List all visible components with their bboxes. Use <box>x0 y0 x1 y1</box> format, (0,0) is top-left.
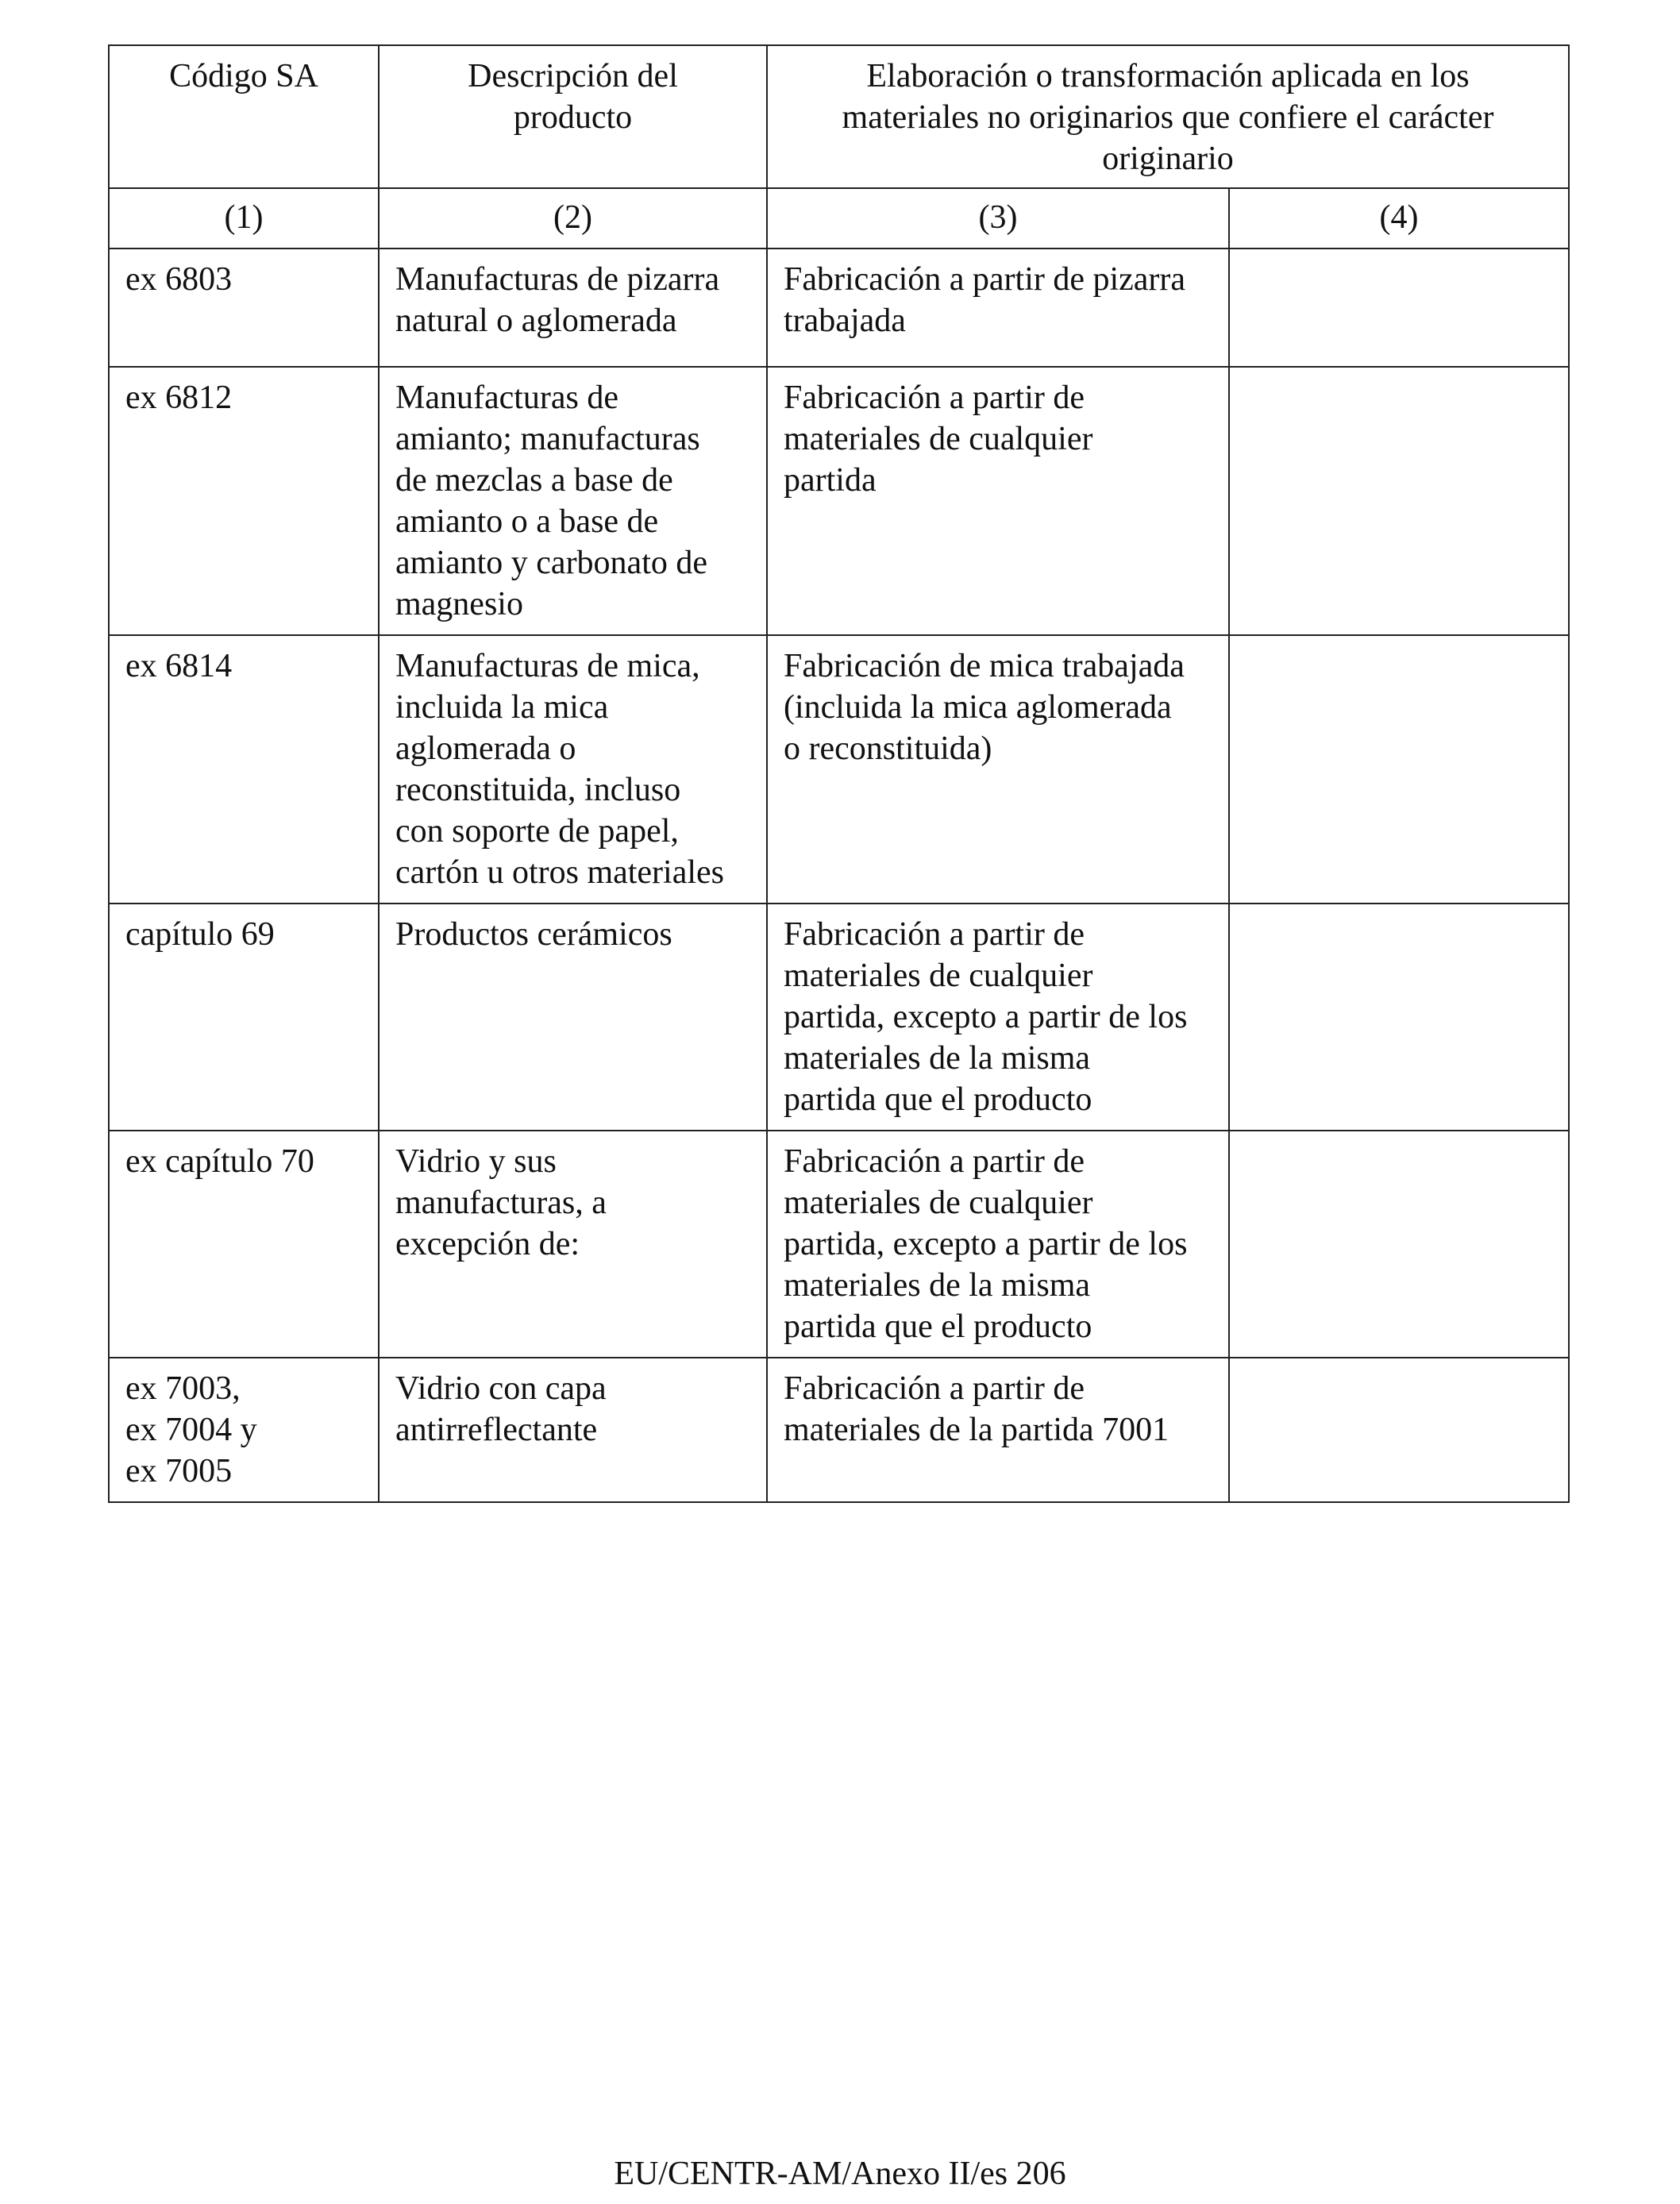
alt-cell <box>1229 904 1569 1131</box>
table-row <box>109 367 1569 635</box>
header-code-cell <box>109 45 379 188</box>
header-description-cell <box>379 45 767 188</box>
alt-cell <box>1229 1131 1569 1358</box>
column-number-2: (2) <box>379 188 767 249</box>
column-number-4: (4) <box>1229 188 1569 249</box>
code-cell <box>109 904 379 1131</box>
description-text: Vidrio y sus manufacturas, a excepción de: <box>395 1143 607 1262</box>
table-row <box>109 1358 1569 1502</box>
product-rules-table <box>108 44 1570 1503</box>
code-cell <box>109 1358 379 1502</box>
processing-cell <box>767 367 1229 635</box>
table-row <box>109 249 1569 367</box>
description-text: Vidrio con capa antirreflectante <box>395 1370 607 1448</box>
column-number-1: (1) <box>109 188 379 249</box>
code-cell <box>109 635 379 904</box>
page-footer-reference: EU/CENTR-AM/Anexo II/es 206 <box>614 2156 1066 2192</box>
description-cell <box>379 904 767 1131</box>
description-text: Manufacturas de amianto; manufacturas de mezclas a base de amianto o a base de amianto y carbonato de magnesio <box>395 380 708 622</box>
description-cell <box>379 1131 767 1358</box>
alt-cell <box>1229 249 1569 367</box>
column-number-3: (3) <box>767 188 1229 249</box>
description-text: Manufacturas de mica, incluida la mica aglomerada o reconstituida, incluso con soporte de papel, cartón u otros materiales <box>395 648 725 891</box>
processing-cell <box>767 635 1229 904</box>
description-cell <box>379 249 767 367</box>
code-text: ex 6812 <box>125 380 233 416</box>
processing-text: Fabricación a partir de materiales de la partida 7001 <box>784 1370 1169 1448</box>
code-cell <box>109 249 379 367</box>
description-text: Productos cerámicos <box>395 916 672 953</box>
processing-text: Fabricación de mica trabajada (incluida la mica aglomerada o reconstituida) <box>784 648 1185 767</box>
description-text: Manufacturas de pizarra natural o aglomerada <box>395 261 720 339</box>
processing-text: Fabricación a partir de materiales de cualquier partida, excepto a partir de los materiales de la misma partida que el producto <box>784 916 1188 1118</box>
table-header-row <box>109 45 1569 188</box>
header-code: Código SA <box>169 58 318 94</box>
code-cell <box>109 367 379 635</box>
table-row <box>109 1131 1569 1358</box>
description-cell <box>379 635 767 904</box>
processing-text: Fabricación a partir de pizarra trabajada <box>784 261 1186 339</box>
code-text: ex 7003, ex 7004 y ex 7005 <box>125 1370 257 1489</box>
processing-cell <box>767 1358 1229 1502</box>
header-processing: Elaboración o transformación aplicada en los materiales no originarios que confiere el carácter originario <box>842 58 1494 177</box>
processing-cell <box>767 904 1229 1131</box>
alt-cell <box>1229 367 1569 635</box>
description-cell <box>379 367 767 635</box>
table-row <box>109 635 1569 904</box>
alt-cell <box>1229 635 1569 904</box>
column-number-row <box>109 188 1569 249</box>
processing-cell <box>767 1131 1229 1358</box>
description-cell <box>379 1358 767 1502</box>
alt-cell <box>1229 1358 1569 1502</box>
code-text: ex capítulo 70 <box>125 1143 314 1180</box>
header-processing-cell <box>767 45 1569 188</box>
code-text: ex 6814 <box>125 648 233 684</box>
code-text: ex 6803 <box>125 261 233 298</box>
code-text: capítulo 69 <box>125 916 275 953</box>
table-row <box>109 904 1569 1131</box>
processing-cell <box>767 249 1229 367</box>
processing-text: Fabricación a partir de materiales de cualquier partida, excepto a partir de los materiales de la misma partida que el producto <box>784 1143 1188 1345</box>
code-cell <box>109 1131 379 1358</box>
header-description: Descripción del producto <box>468 58 678 136</box>
processing-text: Fabricación a partir de materiales de cualquier partida <box>784 380 1093 499</box>
